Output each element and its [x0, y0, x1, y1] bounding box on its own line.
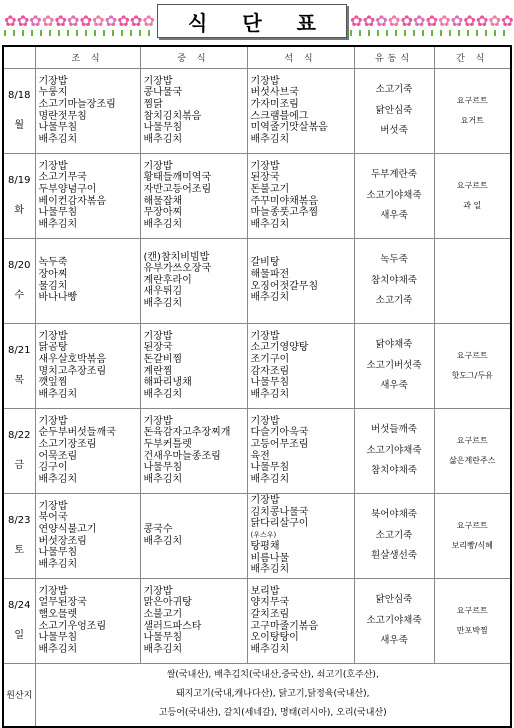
menu-item: 갈비탕 [250, 257, 280, 269]
menu-item: 나물무침 [38, 632, 78, 644]
stem-decoration-right [350, 30, 510, 36]
baby-food-cell [354, 323, 434, 408]
menu-item: 기장밥 [38, 160, 68, 172]
flower-icon: ✿ [463, 11, 474, 30]
menu-item: 비름나물 [250, 552, 290, 564]
menu-item: 북어국 [38, 512, 68, 524]
flower-icon: ✿ [54, 11, 65, 30]
menu-item: 나물무침 [250, 462, 290, 474]
weekday-label: 금 [14, 459, 25, 471]
date-label: 8/22 [8, 429, 31, 441]
menu-item: 버섯사브국 [250, 87, 299, 99]
menu-item: 참치김치볶음 [143, 110, 202, 122]
menu-item: 배추김치 [143, 133, 183, 145]
date-label: 8/24 [8, 599, 31, 611]
menu-item: 소고기우엉조림 [38, 620, 107, 632]
lunch-cell [140, 408, 247, 493]
lunch-cell [140, 578, 247, 663]
lunch-cell [140, 493, 247, 578]
menu-item: 나물무침 [143, 632, 183, 644]
menu-item: 된장국 [250, 172, 280, 184]
menu-item: 미역줄기맛살볶음 [250, 122, 328, 134]
menu-item: 소고기야채죽 [366, 614, 422, 626]
breakfast-cell [35, 323, 140, 408]
day-row [3, 323, 511, 408]
dinner-cell [247, 68, 354, 153]
menu-item: 새우죽 [380, 380, 408, 392]
flower-icon: ✿ [475, 11, 487, 30]
menu-item: 핫도그/두유 [451, 370, 493, 380]
menu-item: 기장밥 [143, 75, 173, 87]
menu-item: (캔)참치비빔밥 [143, 251, 210, 263]
header-blank [3, 46, 35, 68]
dinner-cell [247, 238, 354, 323]
menu-item: 닭안심죽 [375, 104, 413, 116]
weekday-label: 일 [14, 629, 25, 641]
menu-item: 얼무된장국 [38, 597, 87, 609]
menu-item: 소불고기 [143, 608, 183, 620]
menu-item: 배추김치 [143, 473, 183, 485]
weekday-label: 월 [14, 119, 25, 131]
menu-item: 닭곰탕 [38, 342, 68, 354]
menu-item: (우스우) [250, 530, 277, 539]
menu-item: 깻잎찜 [38, 377, 68, 389]
menu-item: 기장밥 [143, 415, 173, 427]
breakfast-cell [35, 68, 140, 153]
flower-icon: ✿ [104, 11, 116, 30]
menu-item: 녹두죽 [380, 254, 408, 266]
menu-item: 샐러드파스타 [143, 620, 202, 632]
menu-item: 요거트 [460, 115, 484, 125]
flower-icon: ✿ [92, 11, 103, 30]
dinner-cell [247, 578, 354, 663]
menu-item: 녹두죽 [38, 257, 68, 269]
snack-cell [434, 408, 511, 493]
date-cell [3, 578, 35, 663]
menu-item: 김구이 [38, 462, 68, 474]
dinner-cell [247, 153, 354, 238]
menu-item: 새우살호박볶음 [38, 353, 107, 365]
flower-icon: ✿ [142, 11, 153, 30]
menu-item: 새우죽 [380, 210, 408, 222]
menu-item: 보리빵/식혜 [451, 540, 493, 550]
menu-item: 보리밥 [250, 585, 280, 597]
menu-item: 콩국수 [143, 523, 173, 535]
menu-item: 버섯장조림 [38, 535, 87, 547]
flower-icon: ✿ [4, 11, 15, 30]
menu-item: 과 일 [463, 200, 482, 210]
menu-item: 요구르트 [456, 350, 488, 360]
menu-item: 다슬기아욱국 [250, 427, 309, 439]
title-banner [0, 0, 514, 42]
menu-item: 가자미조림 [250, 98, 299, 110]
dinner-cell [247, 408, 354, 493]
header-baby-food: 유동식 [354, 46, 434, 68]
menu-item: 탕평채 [250, 541, 280, 553]
menu-item: 닭야채죽 [375, 339, 413, 351]
meal-menu-table [2, 45, 512, 728]
menu-item: 기장밥 [250, 415, 280, 427]
flower-icon: ✿ [488, 11, 499, 30]
breakfast-cell [35, 493, 140, 578]
menu-item: 찜닭 [143, 98, 163, 110]
flower-icon: ✿ [129, 11, 141, 30]
flower-icon: ✿ [29, 11, 40, 30]
menu-item: 양지무국 [250, 597, 290, 609]
breakfast-cell [35, 153, 140, 238]
menu-item: 조기구이 [250, 353, 290, 365]
menu-item: 배추김치 [250, 473, 290, 485]
menu-item: 배추김치 [38, 473, 78, 485]
day-row [3, 493, 511, 578]
menu-item: 소고기야채죽 [366, 189, 422, 201]
menu-item: 콩나물국 [143, 87, 183, 99]
menu-item: 배추김치 [143, 218, 183, 230]
lunch-cell [140, 68, 247, 153]
page-title: 식 단 표 [157, 4, 347, 38]
menu-item: 기장밥 [143, 160, 173, 172]
day-row [3, 153, 511, 238]
day-row [3, 578, 511, 663]
menu-item: 고구마줄기볶음 [250, 620, 319, 632]
origin-line: 돼지고기(국내,캐나다산), 닭고기,닭정육(국내산), [175, 689, 370, 700]
menu-item: 배추김치 [143, 297, 183, 309]
weekday-label: 목 [14, 374, 25, 386]
header-lunch: 중 식 [140, 46, 247, 68]
menu-item: 스크램블에그 [250, 110, 309, 122]
header-breakfast: 조 식 [35, 46, 140, 68]
menu-item: 오이탕탕이 [250, 632, 299, 644]
flower-icon: ✿ [450, 11, 462, 30]
menu-item: 기장밥 [250, 160, 280, 172]
menu-item: 배추김치 [250, 643, 290, 655]
menu-item: 건새우마늘종조림 [143, 450, 221, 462]
menu-item: 자반고등어조림 [143, 183, 212, 195]
menu-item: 무장아찌 [143, 207, 183, 219]
snack-cell [434, 238, 511, 323]
menu-item: 배추김치 [250, 388, 290, 400]
menu-item: 맑은아귀탕 [143, 597, 192, 609]
menu-item: 두부양념구이 [38, 183, 97, 195]
menu-item: 소고기영양탕 [250, 342, 309, 354]
menu-item: 배추김치 [250, 218, 290, 230]
flower-icon: ✿ [387, 11, 399, 30]
menu-item: 참치야채죽 [371, 274, 417, 286]
date-label: 8/23 [8, 514, 31, 526]
header-dinner: 석 식 [247, 46, 354, 68]
baby-food-cell [354, 68, 434, 153]
menu-item: 기장밥 [38, 500, 68, 512]
flower-icon: ✿ [438, 11, 449, 30]
baby-food-cell [354, 238, 434, 323]
flower-icon: ✿ [79, 11, 91, 30]
menu-item: 배추김치 [38, 133, 78, 145]
menu-item: 기장밥 [143, 585, 173, 597]
menu-item: 된장국 [143, 342, 173, 354]
menu-item: 두부계란죽 [371, 169, 417, 181]
flower-icon: ✿ [400, 11, 411, 30]
menu-item: 새우죽 [380, 635, 408, 647]
origin-row [3, 663, 511, 727]
date-cell [3, 238, 35, 323]
flower-icon: ✿ [117, 11, 128, 30]
breakfast-cell [35, 578, 140, 663]
lunch-cell [140, 323, 247, 408]
header-snack: 간 식 [434, 46, 511, 68]
menu-item: 명치고추장조림 [38, 365, 107, 377]
flower-icon: ✿ [375, 11, 386, 30]
baby-food-cell [354, 493, 434, 578]
menu-item: 삶은계란주스 [449, 455, 496, 465]
date-label: 8/19 [8, 174, 31, 186]
menu-item: 나물무침 [250, 377, 290, 389]
menu-item: 황태들깨미역국 [143, 172, 212, 184]
flower-icon: ✿ [362, 11, 374, 30]
menu-item: 소고기죽 [375, 529, 413, 541]
baby-food-cell [354, 578, 434, 663]
breakfast-cell [35, 408, 140, 493]
menu-item: 배추김치 [38, 218, 78, 230]
snack-cell [434, 578, 511, 663]
menu-item: 기장밥 [143, 330, 173, 342]
menu-item: 기장밥 [38, 585, 68, 597]
date-cell [3, 153, 35, 238]
menu-item: 돈갈비찜 [143, 353, 183, 365]
menu-item: 어묵조림 [38, 450, 78, 462]
menu-item: 버섯죽 [380, 125, 408, 137]
menu-item: 주꾸미야채볶음 [250, 195, 319, 207]
menu-item: 기장밥 [250, 330, 280, 342]
snack-cell [434, 153, 511, 238]
date-label: 8/21 [8, 344, 31, 356]
menu-item: 햄오믈렛 [38, 608, 78, 620]
menu-item: 돈육감자고추장찌개 [143, 427, 231, 439]
menu-item: 배추김치 [38, 643, 78, 655]
menu-item: 배추김치 [250, 564, 290, 576]
menu-item: 배추김치 [250, 292, 290, 304]
menu-item: 해파리냉채 [143, 377, 192, 389]
date-cell [3, 408, 35, 493]
menu-item: 나물무침 [143, 122, 183, 134]
menu-item: 소고기장조림 [38, 438, 97, 450]
snack-cell [434, 323, 511, 408]
menu-item: 요구르트 [456, 605, 488, 615]
snack-cell [434, 493, 511, 578]
menu-item: 소고기버섯죽 [366, 359, 422, 371]
menu-item: 배추김치 [250, 133, 290, 145]
breakfast-cell [35, 238, 140, 323]
menu-item: 오징어젓갈무침 [250, 280, 319, 292]
menu-item: 기장밥 [250, 494, 280, 506]
menu-item: 참치야채죽 [371, 465, 417, 477]
flower-icon: ✿ [41, 11, 53, 30]
menu-item: 배추김치 [38, 558, 78, 570]
flower-icon: ✿ [66, 11, 78, 30]
menu-item: 두부커틀렛 [143, 438, 192, 450]
menu-item: 배추김치 [38, 388, 78, 400]
flower-icon: ✿ [16, 11, 28, 30]
menu-item: 돈불고기 [250, 183, 290, 195]
flower-icon: ✿ [500, 11, 512, 30]
origin-text [35, 663, 511, 727]
menu-item: 나물무침 [143, 462, 183, 474]
flower-icon: ✿ [412, 11, 424, 30]
menu-item: 육전 [250, 450, 270, 462]
menu-item: 바나나빵 [38, 292, 78, 304]
day-row [3, 408, 511, 493]
origin-label: 원산지 [3, 663, 35, 727]
menu-item: 닭안심죽 [375, 594, 413, 606]
menu-item: 마늘종풋고추찜 [250, 207, 319, 219]
weekday-label: 토 [14, 544, 25, 556]
menu-item: 기장밥 [38, 330, 68, 342]
menu-item: 소고기마늘장조림 [38, 98, 116, 110]
date-cell [3, 68, 35, 153]
menu-item: 버섯들깨죽 [371, 424, 417, 436]
menu-item: 갈치조림 [250, 608, 290, 620]
snack-cell [434, 68, 511, 153]
menu-item: 만포박찜 [456, 625, 488, 635]
menu-item: 유부가쓰오장국 [143, 263, 212, 275]
menu-item: 요구르트 [456, 180, 488, 190]
menu-item: 순두부버섯들깨국 [38, 427, 116, 439]
menu-item: 요구르트 [456, 435, 488, 445]
menu-item: 소고기죽 [375, 84, 413, 96]
menu-item: 기장밥 [250, 75, 280, 87]
menu-item: 고등어무조림 [250, 438, 309, 450]
flower-icon: ✿ [425, 11, 437, 30]
menu-item: 기장밥 [38, 415, 68, 427]
menu-item: 계란후라이 [143, 274, 192, 286]
date-cell [3, 323, 35, 408]
menu-item: 흰살생선죽 [371, 550, 417, 562]
flower-icon: ✿ [350, 11, 361, 30]
menu-item: 감자조림 [250, 365, 290, 377]
menu-item: 소고기무국 [38, 172, 87, 184]
origin-line: 쌀(국내산), 배추김치(국내산,중국산), 쇠고기(호주산), [166, 670, 379, 681]
date-label: 8/18 [8, 89, 31, 101]
weekday-label: 화 [14, 204, 25, 216]
menu-item: 누룽지 [38, 87, 68, 99]
menu-item: 요구르트 [456, 520, 488, 530]
menu-item: 나물무침 [38, 122, 78, 134]
menu-item: 요구르트 [456, 95, 488, 105]
menu-item: 해물잡채 [143, 195, 183, 207]
menu-item: 계란찜 [143, 365, 173, 377]
lunch-cell [140, 153, 247, 238]
menu-item: 해물파전 [250, 268, 290, 280]
origin-line: 고등어(국내산), 갈치(세네갈), 명태(러시아), 오리(국내산) [158, 708, 387, 719]
dinner-cell [247, 323, 354, 408]
menu-item: 나물무침 [38, 547, 78, 559]
header-row [3, 46, 511, 68]
menu-item: 배추김치 [143, 535, 183, 547]
menu-item: 소고기야채죽 [366, 444, 422, 456]
day-row [3, 238, 511, 323]
menu-item: 김치콩나물국 [250, 506, 309, 518]
stem-decoration-left [4, 30, 154, 36]
day-row [3, 68, 511, 153]
menu-item: 장아찌 [38, 268, 68, 280]
menu-item: 나물무침 [38, 207, 78, 219]
menu-item: 명란젓무침 [38, 110, 87, 122]
menu-item: 소고기죽 [375, 295, 413, 307]
date-label: 8/20 [8, 259, 31, 271]
menu-item: 연양식불고기 [38, 523, 97, 535]
menu-item: 새우튀김 [143, 286, 183, 298]
baby-food-cell [354, 153, 434, 238]
menu-item: 기장밥 [38, 75, 68, 87]
menu-item: 배추김치 [143, 643, 183, 655]
menu-item: 북어야채죽 [371, 509, 417, 521]
date-cell [3, 493, 35, 578]
weekday-label: 수 [14, 289, 25, 301]
lunch-cell [140, 238, 247, 323]
menu-item: 물김치 [38, 280, 68, 292]
menu-item: 닭다리살구이 [250, 518, 309, 530]
baby-food-cell [354, 408, 434, 493]
menu-item: 배추김치 [143, 388, 183, 400]
menu-item: 베이컨감자볶음 [38, 195, 107, 207]
dinner-cell [247, 493, 354, 578]
